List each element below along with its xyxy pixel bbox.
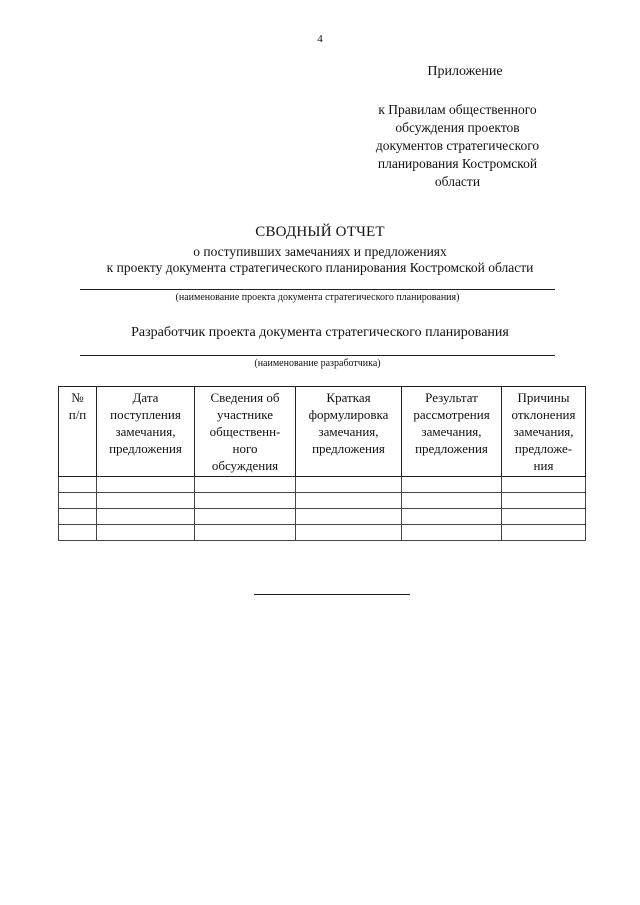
table-header-row [59,387,586,477]
table-cell [402,493,502,509]
column-header-line: Результат [425,390,478,405]
column-header-line: Причины [517,390,570,405]
table-row [59,509,586,525]
table-cell [402,477,502,493]
appendix-title: Приложение [427,64,503,79]
table-cell [195,493,296,509]
signature-line [254,594,410,595]
table-cell [502,493,586,509]
table-cell [502,509,586,525]
appendix-reference-line: области [434,174,481,189]
column-header-line: предложения [109,441,182,456]
column-header-line: участнике [217,407,273,422]
appendix-reference-line: обсуждения проектов [395,120,520,135]
column-header-summary [296,387,402,477]
appendix-reference-line: к Правилам общественного [378,102,537,117]
column-header-line: № [71,390,84,405]
table-row [59,493,586,509]
project-name-line [80,289,555,290]
column-header-line: формулировка [308,407,389,422]
column-header-line: обсуждения [211,458,279,473]
report-title: СВОДНЫЙ ОТЧЕТ [255,224,385,240]
column-header-number [59,387,97,477]
column-header-line: поступления [110,407,181,422]
table-cell [296,493,402,509]
column-header-line: замечания, [318,424,379,439]
table-cell [59,493,97,509]
table-cell [195,525,296,541]
table-cell [296,477,402,493]
developer-label: Разработчик проекта документа стратегического планирования [131,325,509,340]
column-header-line: Дата [132,390,159,405]
developer-name-line [80,355,555,356]
project-name-hint: (наименование проекта документа стратегического планирования) [175,292,460,303]
table-cell [502,525,586,541]
column-header-participant [195,387,296,477]
column-header-date [97,387,195,477]
column-header-line: предложе- [514,441,573,456]
appendix-reference-line: документов стратегического [375,138,540,153]
table-cell [296,509,402,525]
table-cell [59,525,97,541]
table-cell [59,509,97,525]
column-header-line: замечания, [421,424,482,439]
column-header-line: ния [533,458,554,473]
column-header-line: предложения [312,441,385,456]
appendix-reference [355,101,560,191]
table-row [59,525,586,541]
table-cell [59,477,97,493]
table-cell [296,525,402,541]
table-cell [402,525,502,541]
report-subtitle-2: к проекту документа стратегического планирования Костромской области [106,260,534,275]
column-header-line: рассмотрения [413,407,490,422]
table-cell [195,509,296,525]
table-cell [502,477,586,493]
column-header-line: Краткая [326,390,371,405]
column-header-line: общественн- [209,424,281,439]
column-header-line: замечания, [115,424,176,439]
table-cell [195,477,296,493]
column-header-reasons [502,387,586,477]
column-header-line: п/п [68,407,87,422]
column-header-result [402,387,502,477]
appendix-reference-line: планирования Костромской [377,156,538,171]
column-header-line: замечания, [513,424,574,439]
feedback-table [58,386,586,541]
table-cell [97,493,195,509]
table-row [59,477,586,493]
table-cell [402,509,502,525]
page-number: 4 [317,33,323,45]
column-header-line: ного [232,441,258,456]
table-cell [97,477,195,493]
table-cell [97,509,195,525]
column-header-line: предложения [415,441,488,456]
column-header-line: Сведения об [210,390,280,405]
developer-name-hint: (наименование разработчика) [254,358,381,369]
report-subtitle: о поступивших замечаниях и предложениях [193,244,447,259]
column-header-line: отклонения [511,407,576,422]
table-cell [97,525,195,541]
